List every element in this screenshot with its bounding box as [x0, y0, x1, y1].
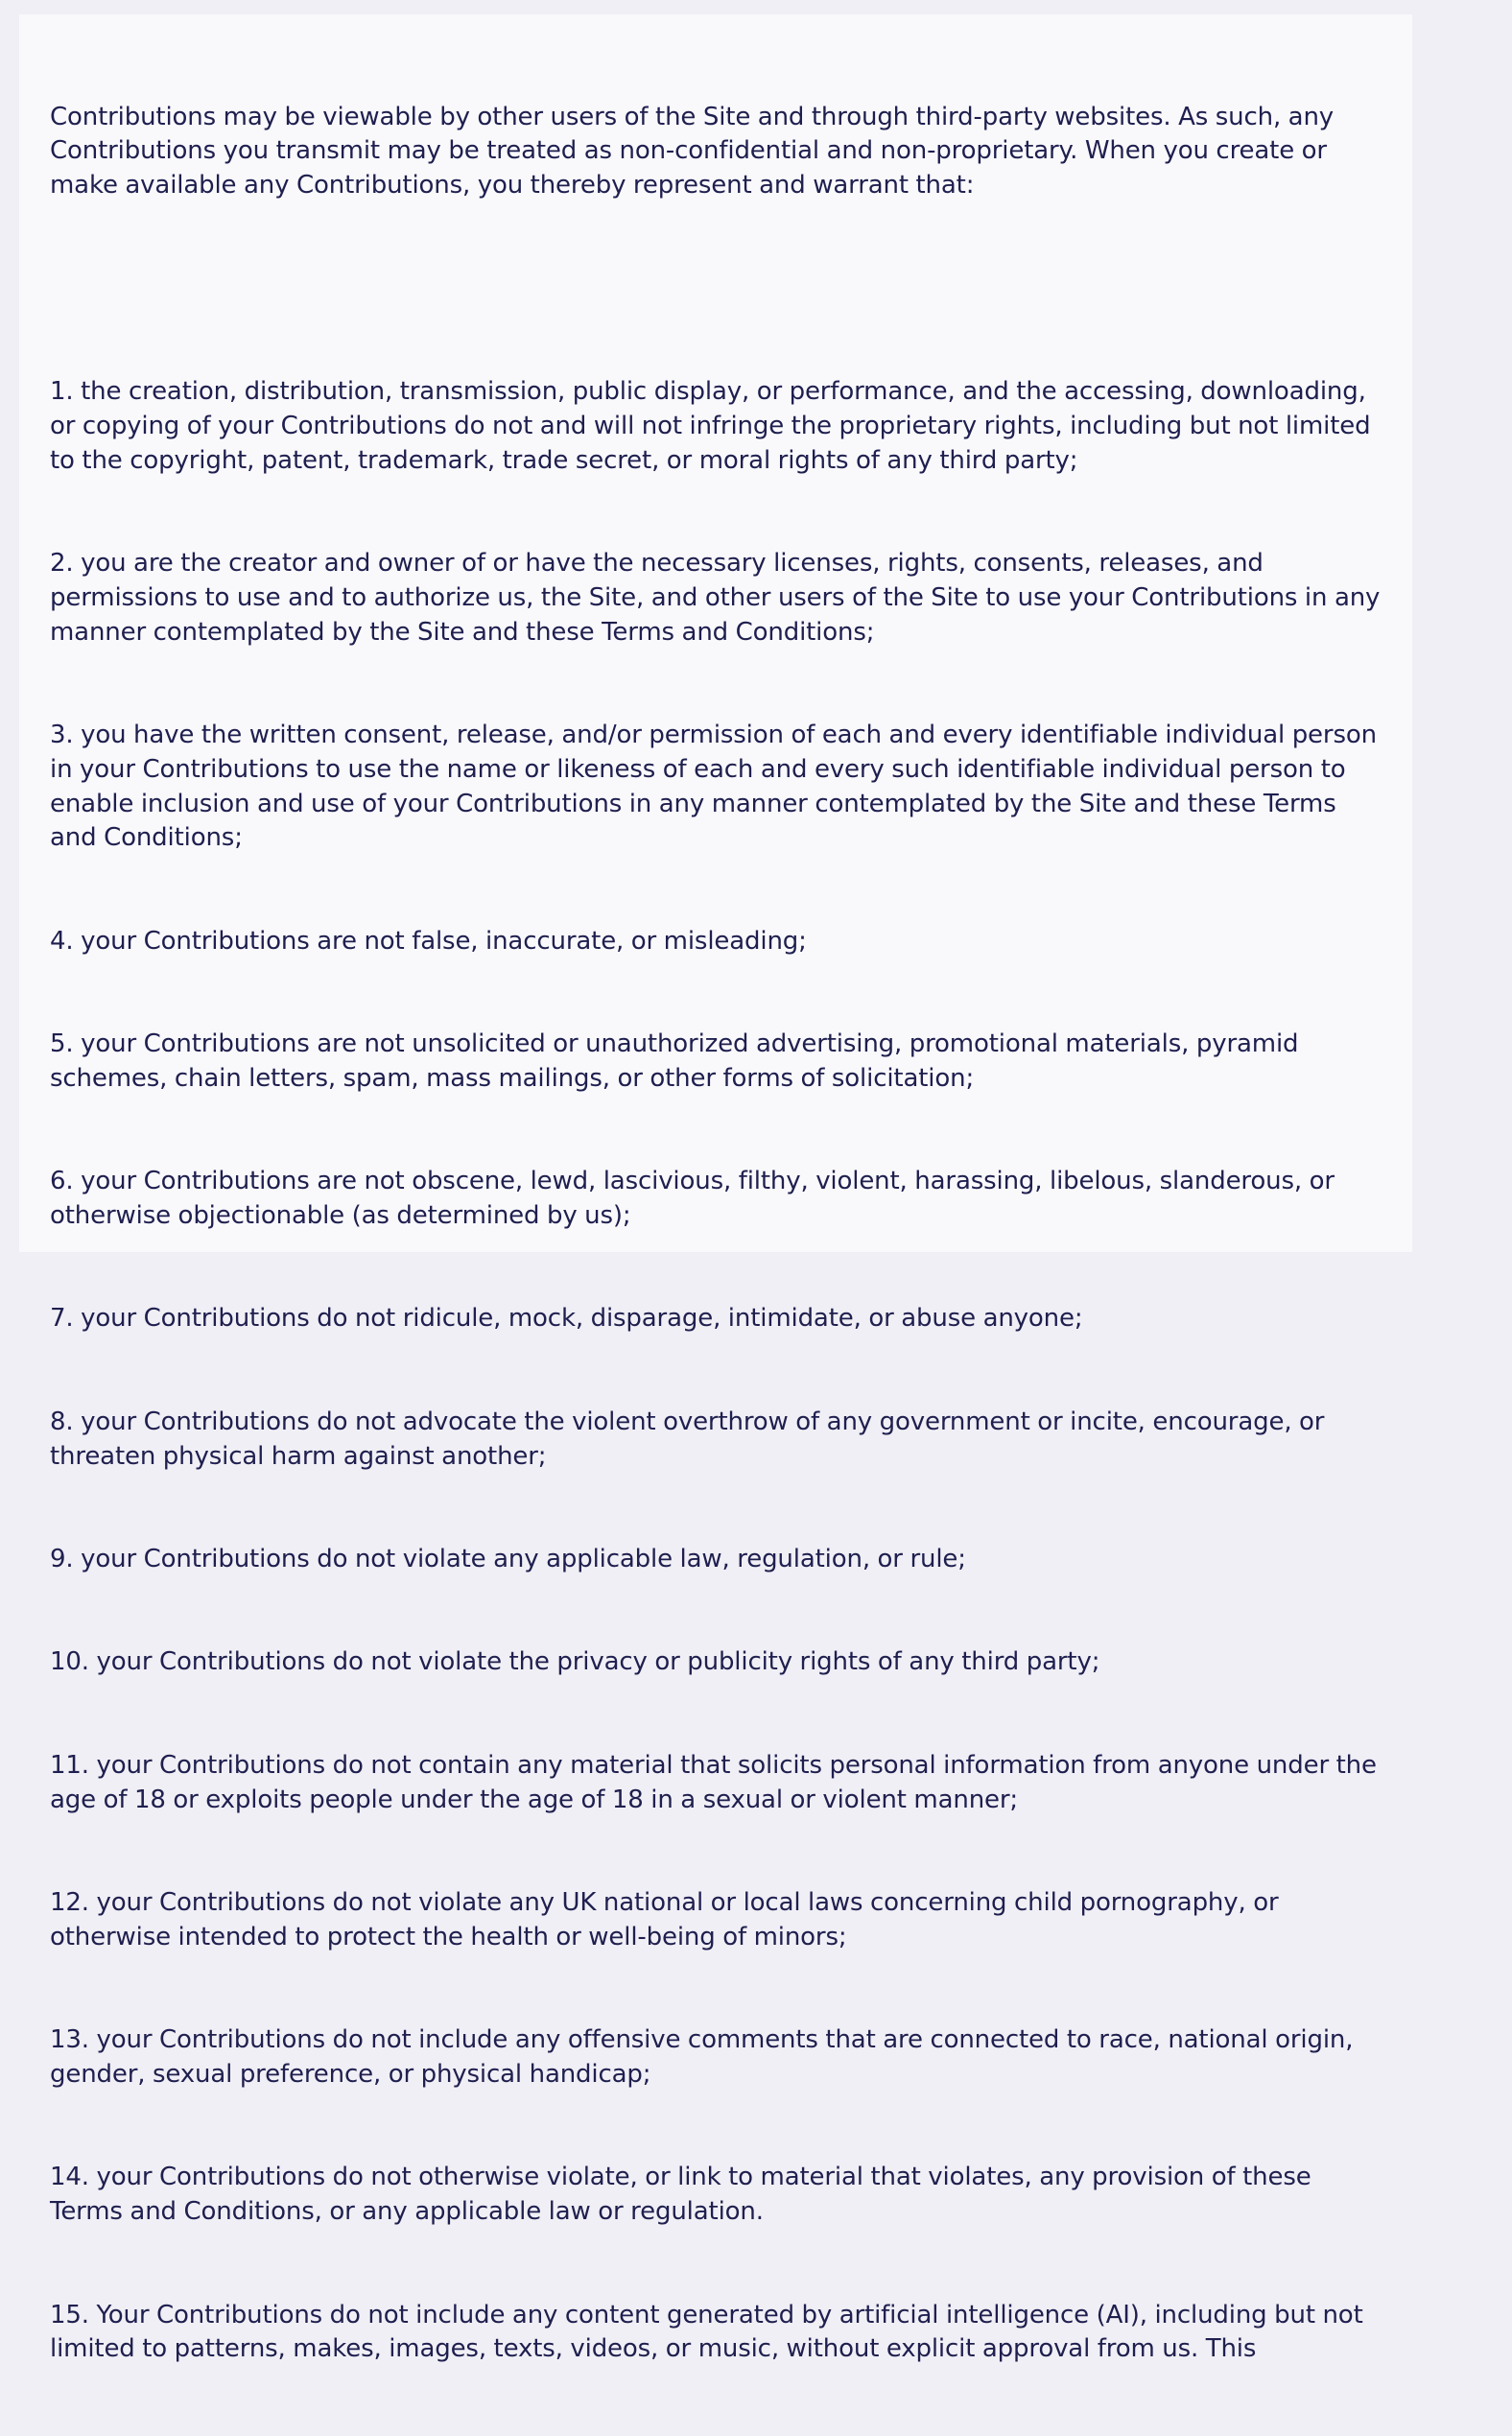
list-item: 6. your Contributions are not obscene, lewd, lascivious, filthy, violent, harassing, libelous, slanderous, or otherwise objectionable (as determined by us);	[50, 1167, 1342, 1231]
document-panel	[19, 14, 1412, 2364]
list-item: 4. your Contributions are not false, inaccurate, or misleading;	[50, 926, 807, 956]
list-item: 5. your Contributions are not unsolicited or unauthorized advertising, promotional materials, pyramid schemes, chain letters, spam, mass mailings, or other forms of solicitation;	[50, 1029, 1307, 1093]
list-item: 7. your Contributions do not ridicule, mock, disparage, intimidate, or abuse anyone;	[50, 1304, 1083, 1334]
terms-text	[50, 32, 1387, 2436]
list-item: 15. Your Contributions do not include any content generated by artificial intelligence (AI), including but not limited to patterns, makes, images, texts, videos, or music, without explicit approval from us. This	[50, 2300, 1371, 2364]
list-item: 2. you are the creator and owner of or have the necessary licenses, rights, consents, releases, and permissions to use and to authorize us, the Site, and other users of the Site to use your Contributions in any manner contemplated by the Site and these Terms and Conditions;	[50, 548, 1387, 647]
list-item: 12. your Contributions do not violate any UK national or local laws concerning child pornography, or otherwise intended to protect the health or well-being of minors;	[50, 1888, 1287, 1951]
intro-paragraph: Contributions may be viewable by other users of the Site and through third-party websites. As such, any Contributions you transmit may be treated as non-confidential and non-proprietary. When you create or make available any Contributions, you thereby represent and warrant that:	[50, 102, 1341, 201]
list-item: 14. your Contributions do not otherwise violate, or link to material that violates, any provision of these Terms and Conditions, or any applicable law or regulation.	[50, 2163, 1319, 2227]
list-item: 1. the creation, distribution, transmission, public display, or performance, and the accessing, downloading, or copying of your Contributions do not and will not infringe the proprietary rights, including but not limited to the copyright, patent, trademark, trade secret, or moral rights of any third party;	[50, 376, 1379, 475]
list-item: 9. your Contributions do not violate any applicable law, regulation, or rule;	[50, 1545, 966, 1574]
list-item: 13. your Contributions do not include any offensive comments that are connected to race, national origin, gender, sexual preference, or physical handicap;	[50, 2025, 1360, 2090]
list-item: 3. you have the written consent, release, and/or permission of each and every identifiable individual person in your Contributions to use the name or likeness of each and every such identifiable individual person to enable inclusion and use of your Contributions in any manner contemplated by the Site and these Terms and Conditions;	[50, 720, 1384, 853]
paragraph-gap	[50, 272, 1382, 307]
list-item: 10. your Contributions do not violate the privacy or publicity rights of any third party;	[50, 1647, 1100, 1677]
list-item: 8. your Contributions do not advocate the violent overthrow of any government or incite, encourage, or threaten physical harm against another;	[50, 1407, 1332, 1471]
list-item: 11. your Contributions do not contain any material that solicits personal information from anyone under the age of 18 or exploits people under the age of 18 in a sexual or violent manner;	[50, 1750, 1384, 1814]
